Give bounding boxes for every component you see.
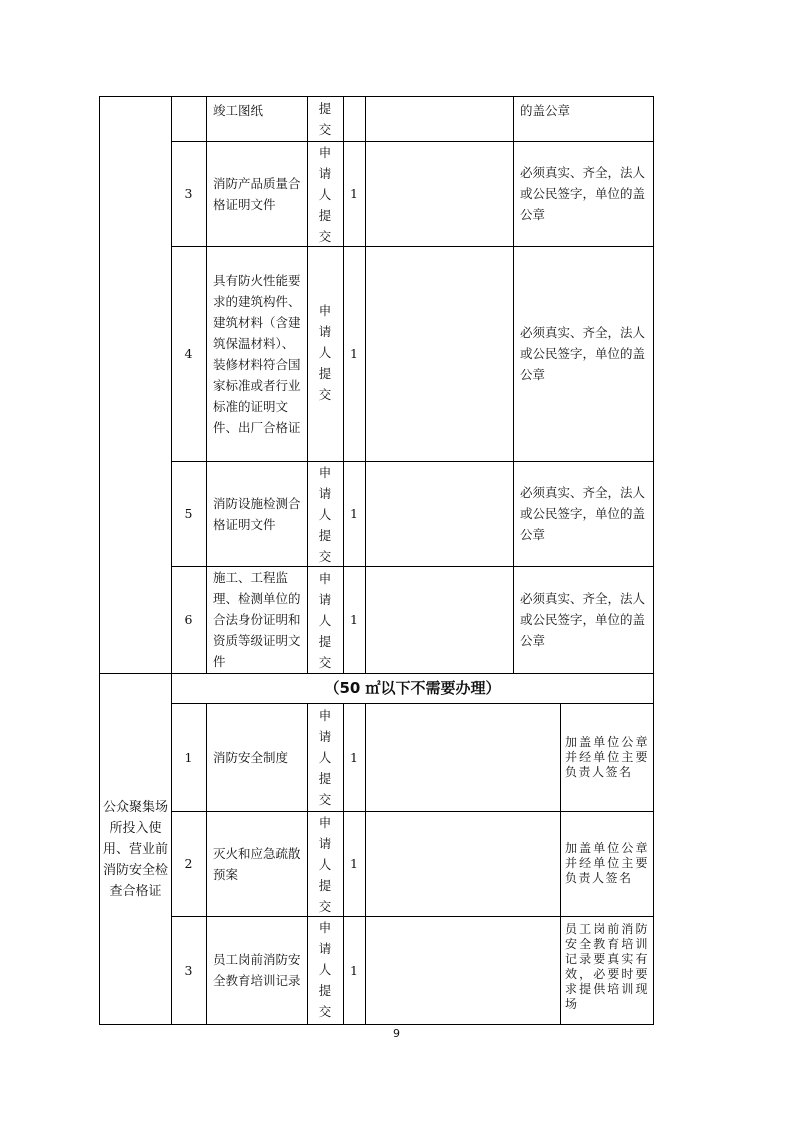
copies-cell: 1: [350, 506, 358, 521]
requirement-cell: 必须真实、齐全，法人或公民签字，单位的盖公章: [520, 485, 646, 542]
copies-cell: 1: [350, 186, 358, 201]
rule: [560, 703, 561, 1025]
rule: [513, 96, 514, 674]
requirement-cell: 必须真实、齐全，法人或公民签字，单位的盖公章: [520, 591, 646, 648]
copies-cell: 1: [350, 346, 358, 361]
material-cell: 具有防火性能要求的建筑构件、建筑材料（含建筑保温材料）、装修材料符合国家标准或者行业标准的证明文件、出厂合格证: [213, 272, 301, 435]
row-number: 3: [184, 186, 193, 201]
material-cell: 消防产品质量合格证明文件: [213, 175, 301, 212]
row-number: 5: [184, 506, 193, 521]
requirement-cell: 加盖单位公章并经单位主要负责人签名: [565, 734, 649, 779]
row-number: 2: [184, 856, 193, 871]
source-cell: 申 请 人 提 交: [318, 303, 332, 402]
rule: [206, 703, 207, 1025]
source-cell: 提 交: [318, 101, 332, 137]
material-cell: 竣工图纸: [213, 103, 264, 118]
copies-cell: 1: [350, 856, 358, 871]
material-cell: 施工、工程监理、检测单位的合法身份证明和资质等级证明文件: [213, 570, 301, 669]
rule: [365, 703, 366, 1025]
copies-cell: 1: [350, 612, 358, 627]
row-number: 3: [184, 962, 193, 978]
rule: [365, 96, 366, 674]
category-cell: 公众聚集场所投入使用、营业前消防安全检查合格证: [102, 799, 168, 899]
source-cell: 申 请 人 提 交: [318, 920, 332, 1019]
material-cell: 灭火和应急疏散预案: [213, 845, 301, 882]
copies-cell: 1: [350, 749, 358, 765]
source-cell: 申 请 人 提 交: [318, 708, 332, 807]
source-cell: 申 请 人 提 交: [318, 145, 332, 244]
material-cell: 消防安全制度: [213, 749, 289, 765]
source-cell: 申 请 人 提 交: [318, 815, 332, 914]
note-banner: （50 ㎡以下不需要办理）: [324, 679, 501, 697]
requirement-cell: 员工岗前消防安全教育培训记录要真实有效，必要时要求提供培训现场: [565, 922, 649, 1011]
page-number: 9: [393, 1027, 400, 1040]
copies-cell: 1: [350, 962, 358, 978]
rule: [99, 96, 100, 1025]
source-cell: 申 请 人 提 交: [318, 571, 332, 670]
material-cell: 消防设施检测合格证明文件: [213, 495, 301, 532]
rule: [653, 96, 654, 1025]
row-number: 6: [184, 612, 193, 627]
rule-top: [99, 96, 654, 97]
material-cell: 员工岗前消防安全教育培训记录: [213, 952, 301, 988]
source-cell: 申 请 人 提 交: [318, 465, 332, 564]
row-number: 1: [184, 749, 193, 765]
row-number: 4: [184, 346, 193, 361]
requirement-cell: 加盖单位公章并经单位主要负责人签名: [565, 841, 649, 885]
rule-bottom: [99, 1024, 654, 1025]
rule: [206, 96, 207, 674]
requirement-cell: 必须真实、齐全，法人或公民签字，单位的盖公章: [520, 165, 646, 222]
requirement-cell: 必须真实、齐全，法人或公民签字，单位的盖公章: [520, 325, 646, 382]
requirement-cell: 的盖公章: [520, 103, 571, 118]
